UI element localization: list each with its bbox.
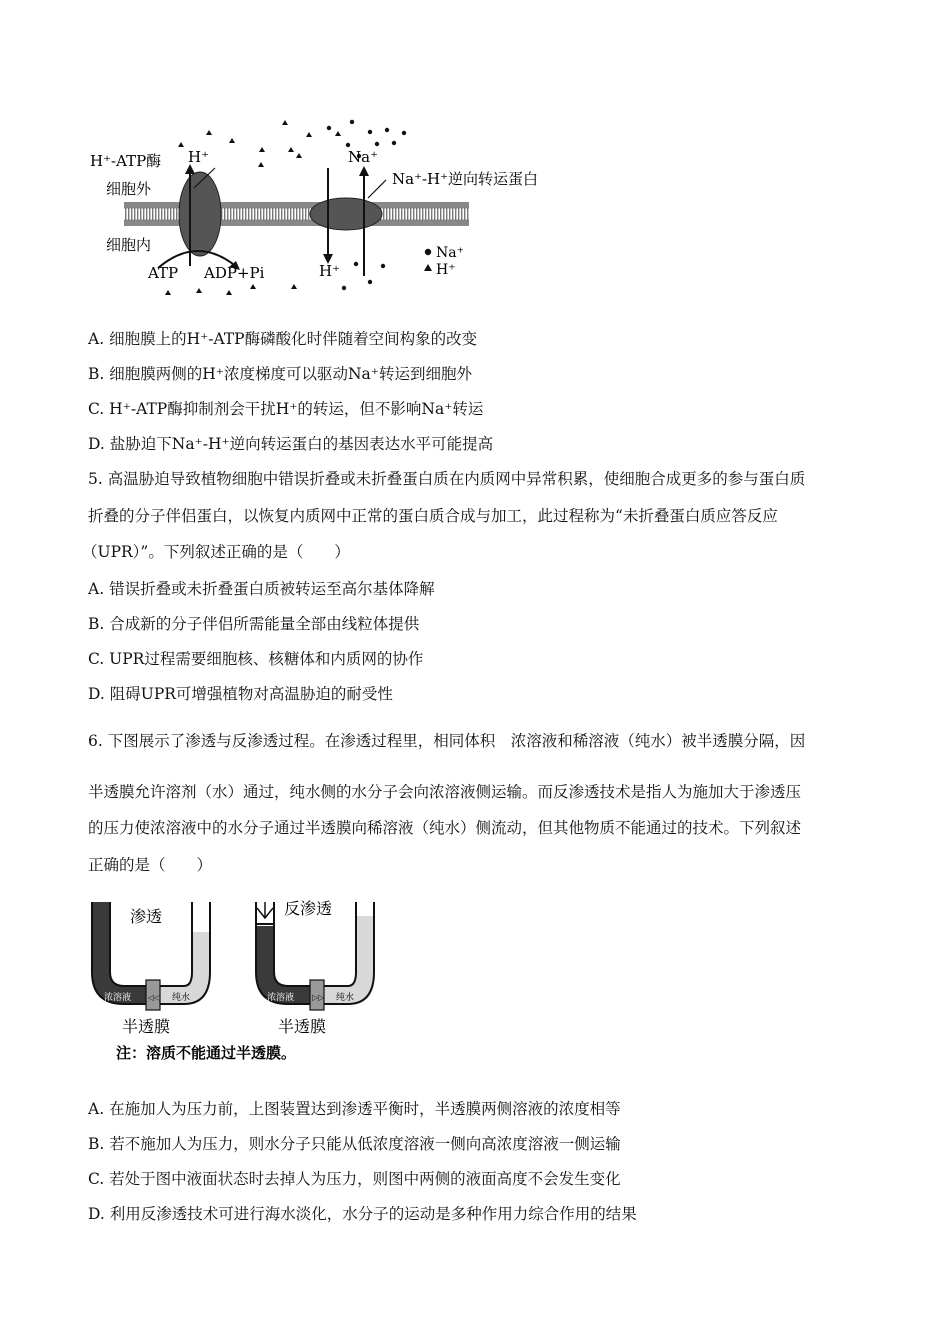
reverse-osmosis-u-tube xyxy=(256,899,374,1036)
q5-stem-line-2: 折叠的分子伴侣蛋白，以恢复内质网中正常的蛋白质合成与加工，此过程称为“未折叠蛋白质应答反应 xyxy=(88,507,778,525)
option-text: UPR过程需要细胞核、核糖体和内质网的协作 xyxy=(109,650,424,668)
enzyme-label: H⁺-ATP酶 xyxy=(90,152,162,170)
q5-stem-line-3: （UPR）”。下列叙述正确的是（ ） xyxy=(82,543,350,561)
option-text: H⁺-ATP酶抑制剂会干扰H⁺的转运，但不影响Na⁺转运 xyxy=(109,400,484,418)
q6-stem-line-1: 6. 下图展示了渗透与反渗透过程。在渗透过程里，相同体积 浓溶液和稀溶液（纯水）被半透膜分隔，因 xyxy=(88,732,806,750)
q5-option-c[interactable] xyxy=(88,649,423,669)
antiporter-protein xyxy=(310,198,382,230)
option-letter: C. xyxy=(88,1170,105,1188)
option-letter: A. xyxy=(88,1100,105,1118)
option-letter: B. xyxy=(88,615,105,633)
option-text: 合成新的分子伴侣所需能量全部由线粒体提供 xyxy=(109,615,420,633)
figure-note: 注：溶质不能通过半透膜。 xyxy=(116,1044,297,1062)
legend-h-label: H⁺ xyxy=(436,262,456,278)
h-bottom-label: H⁺ xyxy=(319,262,340,280)
option-text: 在施加人为压力前，上图装置达到渗透平衡时，半透膜两侧溶液的浓度相等 xyxy=(109,1100,621,1118)
legend-na-label: Na⁺ xyxy=(436,245,464,261)
pressure-arrow-icon xyxy=(257,902,273,918)
option-letter: D. xyxy=(88,685,105,703)
osmosis-figure xyxy=(86,892,386,1070)
reverse-water-label: 纯水 xyxy=(336,993,355,1003)
option-letter: A. xyxy=(88,330,105,348)
q6-option-c[interactable] xyxy=(88,1169,621,1189)
option-letter: B. xyxy=(88,365,105,383)
membrane-transport-figure xyxy=(86,116,576,306)
q6-stem-line-2: 半透膜允许溶剂（水）通过，纯水侧的水分子会向浓溶液侧运输。而反渗透技术是指人为施加大于渗透压 xyxy=(88,783,802,801)
q6-option-a[interactable] xyxy=(88,1099,621,1119)
h-top-label: H⁺ xyxy=(188,148,209,166)
adp-label: ADP+Pi xyxy=(204,264,265,282)
option-letter: B. xyxy=(88,1135,105,1153)
q5-option-b[interactable] xyxy=(88,614,419,634)
reverse-membrane-label: 半透膜 xyxy=(278,1017,327,1036)
osmosis-title: 渗透 xyxy=(130,907,163,926)
option-text: 错误折叠或未折叠蛋白质被转运至高尔基体降解 xyxy=(109,580,435,598)
q4-option-c[interactable] xyxy=(88,399,483,419)
q6-stem-line-3: 的压力使浓溶液中的水分子通过半透膜向稀溶液（纯水）侧流动，但其他物质不能通过的技术。下列叙述 xyxy=(88,819,802,837)
intracellular-ions xyxy=(165,262,385,295)
osmosis-u-tube xyxy=(92,902,210,1036)
h-atpase-protein xyxy=(179,172,221,256)
atp-label: ATP xyxy=(148,264,179,282)
q5-option-d[interactable] xyxy=(88,684,393,704)
antiporter-label: Na⁺-H⁺逆向转运蛋白 xyxy=(392,170,539,188)
q4-option-a[interactable] xyxy=(88,329,477,349)
option-text: 盐胁迫下Na⁺-H⁺逆向转运蛋白的基因表达水平可能提高 xyxy=(109,435,494,453)
q6-stem-line-4: 正确的是（ ） xyxy=(88,856,213,874)
option-letter: D. xyxy=(88,435,105,453)
option-text: 细胞膜上的H⁺-ATP酶磷酸化时伴随着空间构象的改变 xyxy=(109,330,478,348)
option-letter: C. xyxy=(88,400,105,418)
osmosis-conc-label: 浓溶液 xyxy=(104,993,132,1003)
inside-label: 细胞内 xyxy=(106,236,152,254)
osmosis-arrows: ◁◁ xyxy=(148,993,161,1002)
outside-label: 细胞外 xyxy=(106,180,152,198)
reverse-osmosis-title: 反渗透 xyxy=(284,899,333,918)
osmosis-membrane-label: 半透膜 xyxy=(122,1017,171,1036)
option-letter: A. xyxy=(88,580,105,598)
reverse-arrows: ▷▷ xyxy=(312,993,325,1002)
legend xyxy=(424,245,464,278)
option-text: 阻碍UPR可增强植物对高温胁迫的耐受性 xyxy=(109,685,393,703)
option-text: 若处于图中液面状态时去掉人为压力，则图中两侧的液面高度不会发生变化 xyxy=(109,1170,621,1188)
option-text: 细胞膜两侧的H⁺浓度梯度可以驱动Na⁺转运到细胞外 xyxy=(109,365,472,383)
q5-option-a[interactable] xyxy=(88,579,435,599)
q5-stem-line-1: 5. 高温胁迫导致植物细胞中错误折叠或未折叠蛋白质在内质网中异常积累，使细胞合成更多的参与蛋白质 xyxy=(88,470,806,488)
option-letter: D. xyxy=(88,1205,105,1223)
osmosis-water-label: 纯水 xyxy=(172,993,191,1003)
q6-option-b[interactable] xyxy=(88,1134,621,1154)
q6-option-d[interactable] xyxy=(88,1204,637,1224)
cell-membrane xyxy=(124,202,469,226)
option-letter: C. xyxy=(88,650,105,668)
na-top-label: Na⁺ xyxy=(348,148,378,166)
reverse-conc-label: 浓溶液 xyxy=(267,993,295,1003)
option-text: 若不施加人为压力，则水分子只能从低浓度溶液一侧向高浓度溶液一侧运输 xyxy=(109,1135,621,1153)
option-text: 利用反渗透技术可进行海水淡化，水分子的运动是多种作用力综合作用的结果 xyxy=(109,1205,637,1223)
q4-option-d[interactable] xyxy=(88,434,493,454)
q4-option-b[interactable] xyxy=(88,364,472,384)
